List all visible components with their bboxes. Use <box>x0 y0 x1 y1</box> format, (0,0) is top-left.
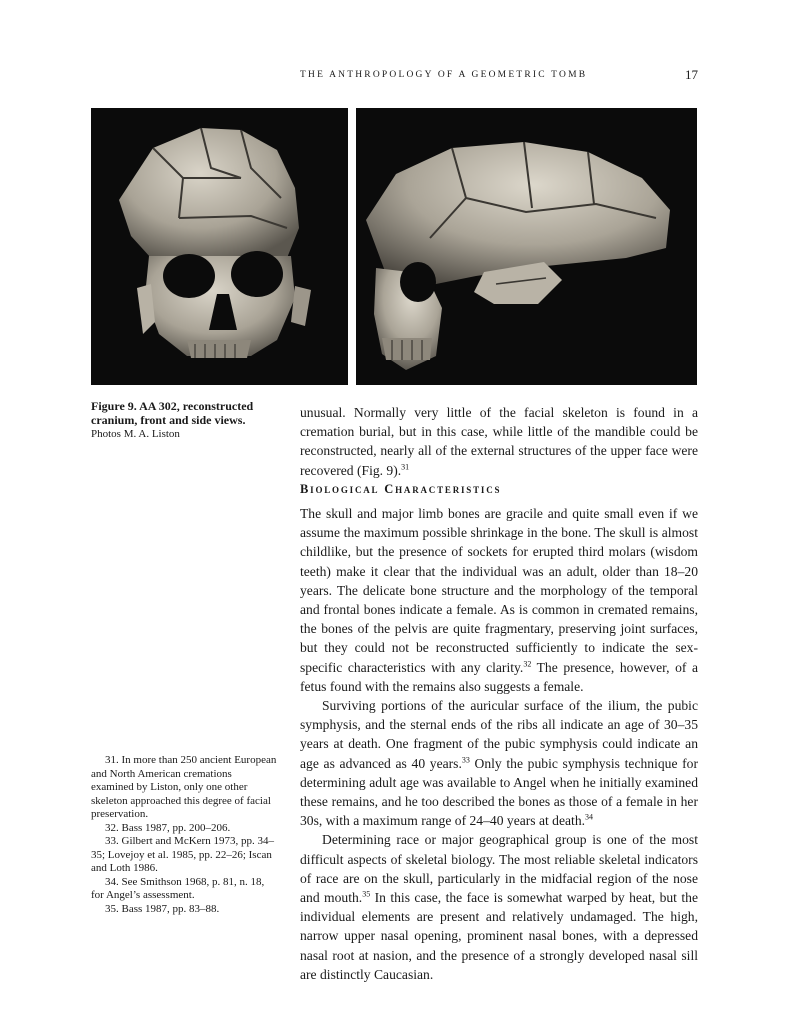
note-ref-33: 33 <box>461 755 470 765</box>
skull-front-photo <box>91 108 348 385</box>
paragraph-3-text-a: Determining race or major geographical group is one of the most difficult aspects of skeletal biology. The most reliable skeletal indicators of race are on the skull, particularly in the midfacial region of the nose and mouth. <box>300 832 698 906</box>
paragraph-2-text-a: Surviving portions of the auricular surface of the ilium, the pubic symphysis, and the sternal ends of the ribs all indicate an age of 30–35 years at death. One fragment of the pubic symphysis could indicate an age as advanced as 40 years. <box>300 698 698 771</box>
paragraph-2 <box>300 696 698 830</box>
paragraph-3 <box>300 830 698 984</box>
side-notes <box>91 754 277 916</box>
note-33: 33. Gilbert and McKern 1973, pp. 34–35; Lovejoy et al. 1985, pp. 22–26; Iscan and Loth 1986. <box>91 835 274 874</box>
running-title: THE ANTHROPOLOGY OF A GEOMETRIC TOMB <box>300 70 588 80</box>
skull-side-photo <box>356 108 697 385</box>
paragraph-1-text-b: The presence, however, of a fetus found with the remains also suggests a female. <box>300 659 698 694</box>
section-heading: Biological Characteristics <box>300 482 502 496</box>
paragraph-1-text-a: The skull and major limb bones are gracile and quite small even if we assume the maximum possible shrinkage in the bone. The skull is almost childlike, but the presence of sockets for erupted third molars (wisdom teeth) make it clear that the individual was an adult, older than 18–20 years. The delicate bone structure and the morphology of the temporal and frontal bones indicate a female. As is common in cremated remains, the bones of the pelvis are quite fragmentary, preserving joint surfaces, but they could not be reconstructed sufficiently to indicate the sex-specific characteristics with any clarity. <box>300 506 698 675</box>
paragraph-3-text-b: In this case, the face is somewhat warped by heat, but the individual elements are present and relatively undamaged. The high, narrow upper nasal opening, prominent nasal bones, with a depressed nasal root at nasion, and the presence of a strongly developed nasal sill are distinctly Caucasian. <box>300 890 698 982</box>
note-31: 31. In more than 250 ancient European and North American cremations examined by Liston, only one other skeleton approached this degree of facial preservation. <box>91 754 277 820</box>
figure-caption-title: Figure 9. AA 302, reconstructed cranium, front and side views. <box>91 399 254 427</box>
note-ref-31: 31 <box>401 462 410 472</box>
figure-caption <box>91 399 281 441</box>
note-ref-32: 32 <box>523 659 532 669</box>
paragraph-1 <box>300 504 698 696</box>
skull-front-image <box>91 108 348 385</box>
note-32: 32. Bass 1987, pp. 200–206. <box>105 821 231 834</box>
note-35: 35. Bass 1987, pp. 83–88. <box>105 902 220 915</box>
figure-caption-credit: Photos M. A. Liston <box>91 428 180 440</box>
paragraph-2-text-b: Only the pubic symphysis technique for determining adult age was available to Angel when he initially examined these remains, and he too described the bones as those of a female in her 30s, with a maximum range of 24–40 years at death. <box>300 755 698 829</box>
section-body <box>300 504 698 984</box>
paragraph <box>300 403 698 480</box>
running-head <box>300 68 698 84</box>
page-number: 17 <box>685 67 698 82</box>
note-34: 34. See Smithson 1968, p. 81, n. 18, for Angel’s assessment. <box>91 875 265 901</box>
skull-side-image <box>356 108 697 385</box>
continued-paragraph <box>300 403 698 480</box>
note-ref-35: 35 <box>362 889 371 899</box>
paragraph-text: unusual. Normally very little of the facial skeleton is found in a cremation burial, but in this case, while little of the mandible could be reconstructed, nearly all of the external structures of the upper face were recovered (Fig. 9). <box>300 405 698 478</box>
note-ref-34: 34 <box>585 812 594 822</box>
